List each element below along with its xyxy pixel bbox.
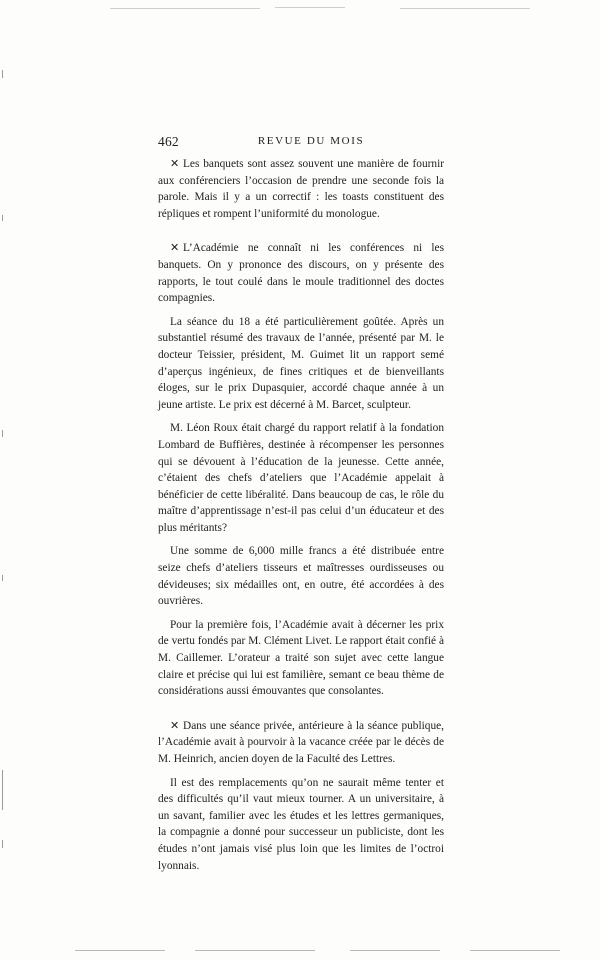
asterism-cross-icon: ✕: [170, 719, 180, 732]
margin-mark: [2, 215, 3, 221]
paragraph-gap: [158, 768, 444, 775]
asterism-cross-icon: ✕: [170, 158, 180, 170]
bottom-scan-line: [195, 950, 315, 951]
top-scan-line: [110, 8, 260, 9]
paragraph-remplacements: Il est des remplacements qu’on ne saurait même tenter et des difficultés qu’il vaut mieux tourner. A un universitaire, à un savant, familier avec les études et les lettres germaniques, la compagnie a donné pour successeur un publiciste, dont les études n’ont jamais visé plus loin que les limites de l’octroi lyonnais.: [158, 776, 444, 872]
page-header: [158, 134, 446, 152]
margin-mark: [2, 575, 3, 581]
margin-mark: [2, 770, 3, 810]
paragraph-leon-roux: M. Léon Roux était chargé du rapport relatif à la fondation Lombard de Buffières, destinée à récompenser les personnes qui se dévouent à l’éducation de la jeunesse. Cette année, c’étaient des chefs d’ateliers que l’Académie appelait à bénéficier de cette libéralité. Dans beaucoup de cas, le rôle du maître d’apprentissage n’est-il pas celui d’un éducateur et des plus méritants?: [158, 422, 444, 534]
paragraph-gap: [158, 307, 444, 314]
bottom-scan-line: [470, 950, 560, 951]
asterism-cross-icon: ✕: [170, 242, 180, 255]
bottom-scan-line: [350, 950, 440, 951]
running-title: REVUE DU MOIS: [257, 135, 365, 147]
paragraph-text: Les banquets sont assez souvent une manière de fournir aux conférenciers l’occasion de prendre une seconde fois la parole. Mais il y a un correctif : les toasts constituent des répliques et rompent l’uniformité du monologue.: [158, 158, 444, 220]
paragraph-text: L’Académie ne connaît ni les conférences ni les banquets. On y prononce des discours, on y présente des rapports, le tout coulé dans le moule traditionnel des doctes compagnies.: [158, 242, 444, 305]
paragraph-gap: [158, 536, 444, 543]
section-gap: [158, 700, 444, 718]
paragraph-gap: [158, 413, 444, 420]
margin-mark: [2, 840, 3, 848]
paragraph-somme: Une somme de 6,000 mille francs a été distribuée entre seize chefs d’ateliers tisseurs et maîtresses ourdisseuses ou dévideuses; six médailles ont, en outre, été accordées à des ouvrières.: [158, 545, 444, 608]
paragraph-gap: [158, 610, 444, 617]
paragraph-prix-vertu: Pour la première fois, l’Académie avait à décerner les prix de vertu fondés par M. Clément Livet. Le rapport était confié à M. Caillemer. L’orateur a traité son sujet avec cette langue claire et précise qui lui est familière, semant ce beau thème de considérations aussi émouvantes que consolantes.: [158, 618, 444, 698]
article-body: [158, 156, 444, 874]
page-number: 462: [158, 134, 179, 149]
bottom-scan-line: [75, 950, 165, 951]
paragraph-seance: La séance du 18 a été particulièrement goûtée. Après un substantiel résumé des travaux de l’année, présenté par M. le docteur Teissier, président, M. Guimet lit un rapport semé d’aperçus ingénieux, de fines critiques et de bienveillants éloges, sur le prix Dupasquier, accordé chaque année à un jeune artiste. Le prix est décerné à M. Barcet, sculpteur.: [158, 315, 444, 411]
margin-mark: [2, 70, 3, 78]
margin-mark: [2, 430, 3, 437]
paragraph-academie: [158, 240, 444, 306]
section-gap: [158, 222, 444, 240]
paragraph-text: Dans une séance privée, antérieure à la séance publique, l’Académie avait à pourvoir à la vacance créée par le décès de M. Heinrich, ancien doyen de la Faculté des Lettres.: [158, 719, 444, 765]
paragraph-seance-privee: [158, 718, 444, 768]
paragraph-banquets: [158, 156, 444, 222]
top-scan-line: [275, 7, 345, 8]
top-scan-line: [400, 8, 530, 9]
